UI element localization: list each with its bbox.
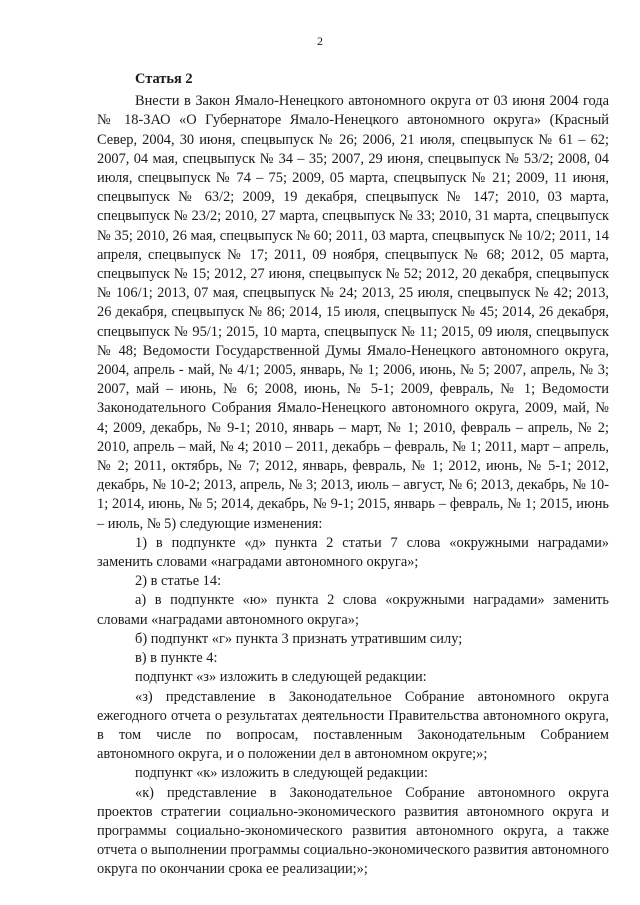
document-body [97,70,609,880]
paragraph-intro: Внести в Закон Ямало-Ненецкого автономного округа от 03 июня 2004 года № 18-ЗАО «О Губернаторе Ямало-Ненецкого автономного округа» (Красный Север, 2004, 30 июня, спецвыпуск № 26; 2006, 21 июля, спецвыпуск № 61 – 62; 2007, 04 мая, спецвыпуск № 34 – 35; 2007, 29 июня, спецвыпуск № 53/2; 2008, 04 июля, спецвыпуск № 74 – 75; 2009, 05 марта, спецвыпуск № 21; 2009, 11 июня, спецвыпуск № 63/2; 2009, 19 декабря, спецвыпуск № 147; 2010, 03 марта, спецвыпуск № 23/2; 2010, 27 марта, спецвыпуск № 33; 2010, 31 марта, спецвыпуск № 35; 2010, 26 мая, спецвыпуск № 60; 2011, 03 марта, спецвыпуск № 10/2; 2011, 14 апреля, спецвыпуск № 17; 2011, 09 ноября, спецвыпуск № 68; 2012, 05 марта, спецвыпуск № 15; 2012, 27 июня, спецвыпуск № 52; 2012, 20 декабря, спецвыпуск № 106/1; 2013, 07 мая, спецвыпуск № 24; 2013, 25 июля, спецвыпуск № 42; 2013, 26 декабря, спецвыпуск № 86; 2014, 15 июля, спецвыпуск № 45; 2014, 26 декабря, спецвыпуск № 95/1; 2015, 10 марта, спецвыпуск № 11; 2015, 09 июля, спецвыпуск № 48; Ведомости Государственной Думы Ямало-Ненецкого автономного округа, 2004, апрель - май, № 4/1; 2005, январь, № 1; 2006, июнь, № 5; 2007, апрель, № 3; 2007, май – июнь, № 6; 2008, июнь, № 5-1; 2009, февраль, № 1; Ведомости Законодательного Собрания Ямало-Ненецкого автономного округа, 2009, май, № 4; 2009, декабрь, № 9-1; 2010, январь – март, № 1; 2010, февраль – апрель, № 2; 2010, апрель – май, № 4; 2010 – 2011, декабрь – февраль, № 1; 2011, март – апрель, № 2; 2011, октябрь, № 7; 2012, январь, февраль, № 1; 2012, июнь, № 5-1; 2012, декабрь, № 10-2; 2013, апрель, № 3; 2013, июль – август, № 6; 2013, декабрь, № 10-1; 2014, июнь, № 5; 2014, декабрь, № 9-1; 2015, январь – февраль, № 1; 2015, июнь – июль, № 5) следующие изменения: [97,93,609,532]
paragraph-item-2a: а) в подпункте «ю» пункта 2 слова «окружными наградами» заменить словами «наградами автономного округа»; [97,592,609,628]
article-heading: Статья 2 [135,71,193,87]
paragraph-item-2v: в) в пункте 4: [135,650,218,667]
paragraph-subitem-k-text: «к) представление в Законодательное Собрание автономного округа проектов стратегии социально-экономического развития автономного округа и программы социально-экономического развития автономного округа, а также отчета о выполнении программы социально-экономического развития автономного округа по окончании срока ее реализации;»; [97,784,609,878]
paragraph-item-1: 1) в подпункте «д» пункта 2 статьи 7 слова «окружными наградами» заменить словами «наградами автономного округа»; [97,534,609,571]
page-number: 2 [317,34,323,48]
paragraph-item-2: 2) в статье 14: [135,573,222,590]
paragraph-item-2b: б) подпункт «г» пункта 3 признать утратившим силу; [135,630,463,647]
paragraph-subitem-k-intro: подпункт «к» изложить в следующей редакции: [135,765,428,782]
paragraph-subitem-z-intro: подпункт «з» изложить в следующей редакции: [135,669,427,686]
paragraph-subitem-z-text: «з) представление в Законодательное Собрание автономного округа ежегодного отчета о результатах деятельности Правительства автономного округа, в том числе по вопросам, поставленным Законодательным Собранием автономного округа, и о положении дел в автономном округе;»; [97,688,609,763]
